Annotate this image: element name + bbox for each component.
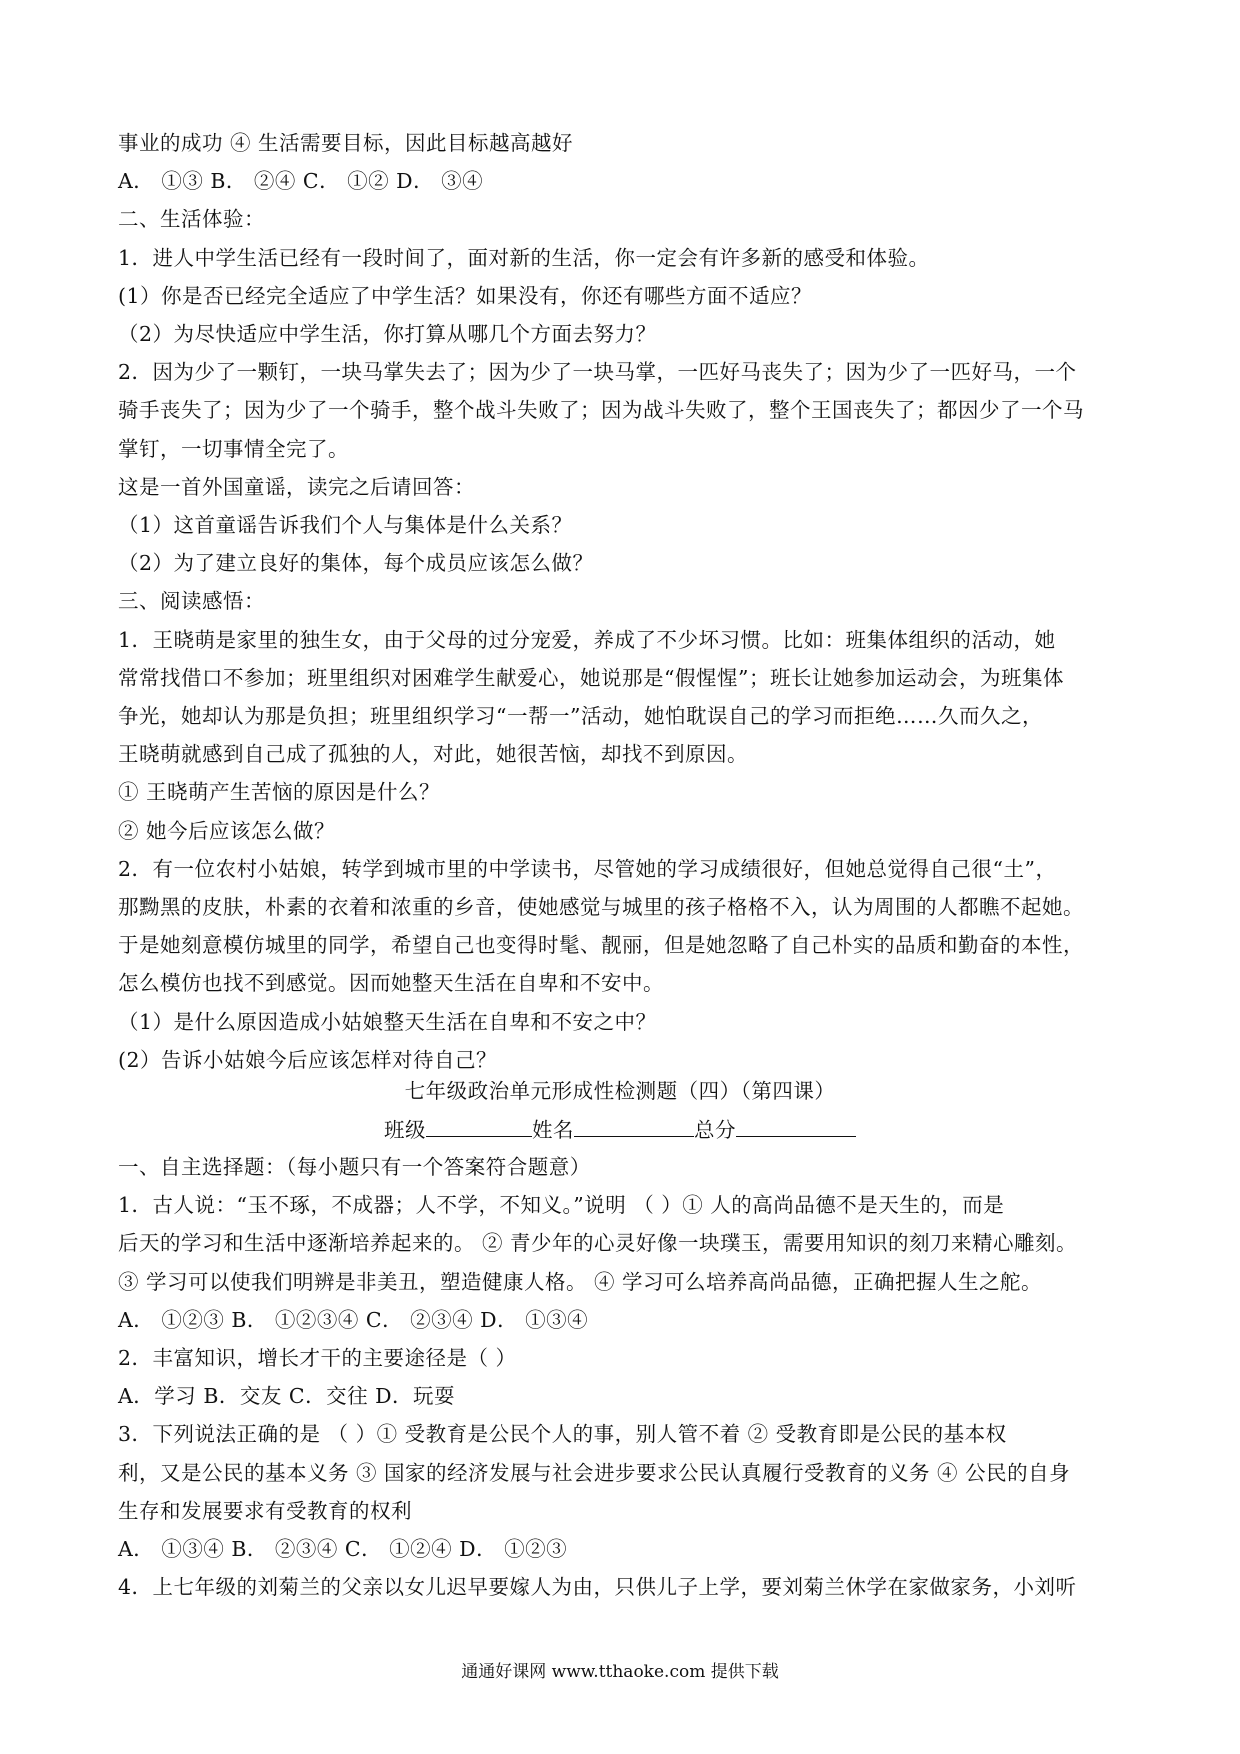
name-blank — [574, 1114, 694, 1137]
text-line: A．学习 B．交友 C．交往 D．玩耍 — [118, 1384, 456, 1409]
text-line: 争光，她却认为那是负担；班里组织学习“一帮一”活动，她怕耽误自己的学习而拒绝……久而久之， — [118, 704, 1043, 728]
text-line: 这是一首外国童谣，读完之后请回答： — [118, 474, 475, 499]
text-line: 2．丰富知识，增长才干的主要途径是（ ） — [118, 1346, 517, 1370]
name-label: 姓名 — [532, 1118, 574, 1142]
text-line: 4．上七年级的刘菊兰的父亲以女儿迟早要嫁人为由，只供儿子上学，要刘菊兰休学在家做家务，小刘听 — [118, 1575, 1077, 1600]
text-line: 于是她刻意模仿城里的同学，希望自己也变得时髦、靓丽，但是她忽略了自己朴实的品质和勤奋的本性， — [118, 933, 1084, 958]
text-line: 二、生活体验： — [118, 207, 265, 232]
text-line: 利，又是公民的基本义务 ③ 国家的经济发展与社会进步要求公民认真履行受教育的义务 ④ 公民的自身 — [118, 1460, 1071, 1485]
text-line: 掌钉，一切事情全完了。 — [118, 436, 349, 461]
text-line: ① 王晓萌产生苦恼的原因是什么？ — [118, 780, 441, 805]
text-line: 怎么模仿也找不到感觉。因而她整天生活在自卑和不安中。 — [118, 971, 664, 996]
text-line: 生存和发展要求有受教育的权利 — [118, 1498, 412, 1523]
class-blank — [426, 1114, 532, 1137]
text-line: （1）这首童谣告诉我们个人与集体是什么关系？ — [118, 513, 573, 537]
text-line: A． ①③④ B． ②③④ C． ①②④ D． ①②③ — [118, 1537, 568, 1561]
text-line: 2．有一位农村小姑娘，转学到城市里的中学读书，尽管她的学习成绩很好，但她总觉得自己很“土”， — [118, 856, 1057, 881]
text-line: 3．下列说法正确的是 （ ）① 受教育是公民个人的事，别人管不着 ② 受教育即是公民的基本权 — [118, 1422, 1007, 1447]
text-line: 2．因为少了一颗钉，一块马掌失去了；因为少了一块马掌，一匹好马丧失了；因为少了一匹好马，一个 — [118, 360, 1077, 385]
text-line: 常常找借口不参加；班里组织对困难学生献爱心，她说那是“假惺惺”；班长让她参加运动会，为班集体 — [118, 665, 1064, 690]
text-line: 骑手丧失了；因为少了一个骑手，整个战斗失败了；因为战斗失败了，整个王国丧失了；都因少了一个马 — [118, 398, 1084, 423]
text-line: 1．古人说：“玉不琢，不成器；人不学，不知义。”说明 （ ）① 人的高尚品德不是天生的，而是 — [118, 1193, 1005, 1218]
text-line: 一、自主选择题：（每小题只有一个答案符合题意） — [118, 1155, 591, 1179]
text-line: ③ 学习可以使我们明辨是非美丑，塑造健康人格。 ④ 学习可么培养高尚品德，正确把握人生之舵。 — [118, 1269, 1043, 1294]
text-line: 事业的成功 ④ 生活需要目标，因此目标越高越好 — [118, 131, 574, 155]
text-line: 1．进人中学生活已经有一段时间了，面对新的生活，你一定会有许多新的感受和体验。 — [118, 245, 930, 270]
text-line: A． ①③ B． ②④ C． ①② D． ③④ — [118, 169, 484, 194]
page-footer: 通通好课网 www.tthaoke.com 提供下载 — [461, 1662, 779, 1682]
student-info-row — [0, 1114, 1240, 1145]
exam-title: 七年级政治单元形成性检测题（四）（第四课） — [404, 1079, 836, 1103]
score-blank — [736, 1114, 856, 1137]
text-line: （2）为了建立良好的集体，每个成员应该怎么做？ — [118, 551, 594, 576]
class-label: 班级 — [384, 1118, 426, 1142]
text-line: (1）你是否已经完全适应了中学生活？如果没有，你还有哪些方面不适应？ — [118, 283, 813, 308]
text-line: (2）告诉小姑娘今后应该怎样对待自己？ — [118, 1047, 498, 1072]
text-line: 王晓萌就感到自己成了孤独的人，对此，她很苦恼，却找不到原因。 — [118, 742, 748, 767]
text-line: 那黝黑的皮肤，朴素的衣着和浓重的乡音，使她感觉与城里的孩子格格不入，认为周围的人都瞧不起她。 — [118, 895, 1084, 919]
text-line: 后天的学习和生活中逐渐培养起来的。 ② 青少年的心灵好像一块璞玉，需要用知识的刻刀来精心雕刻。 — [118, 1231, 1078, 1256]
text-line: （1）是什么原因造成小姑娘整天生活在自卑和不安之中？ — [118, 1009, 657, 1034]
text-line: （2）为尽快适应中学生活，你打算从哪几个方面去努力？ — [118, 322, 657, 346]
text-line: A． ①②③ B． ①②③④ C． ②③④ D． ①③④ — [118, 1307, 589, 1332]
text-line: ② 她今后应该怎么做？ — [118, 818, 336, 843]
score-label: 总分 — [694, 1118, 736, 1142]
text-line: 三、阅读感悟： — [118, 589, 265, 614]
text-line: 1．王晓萌是家里的独生女，由于父母的过分宠爱，养成了不少坏习惯。比如：班集体组织的活动，她 — [118, 627, 1056, 652]
